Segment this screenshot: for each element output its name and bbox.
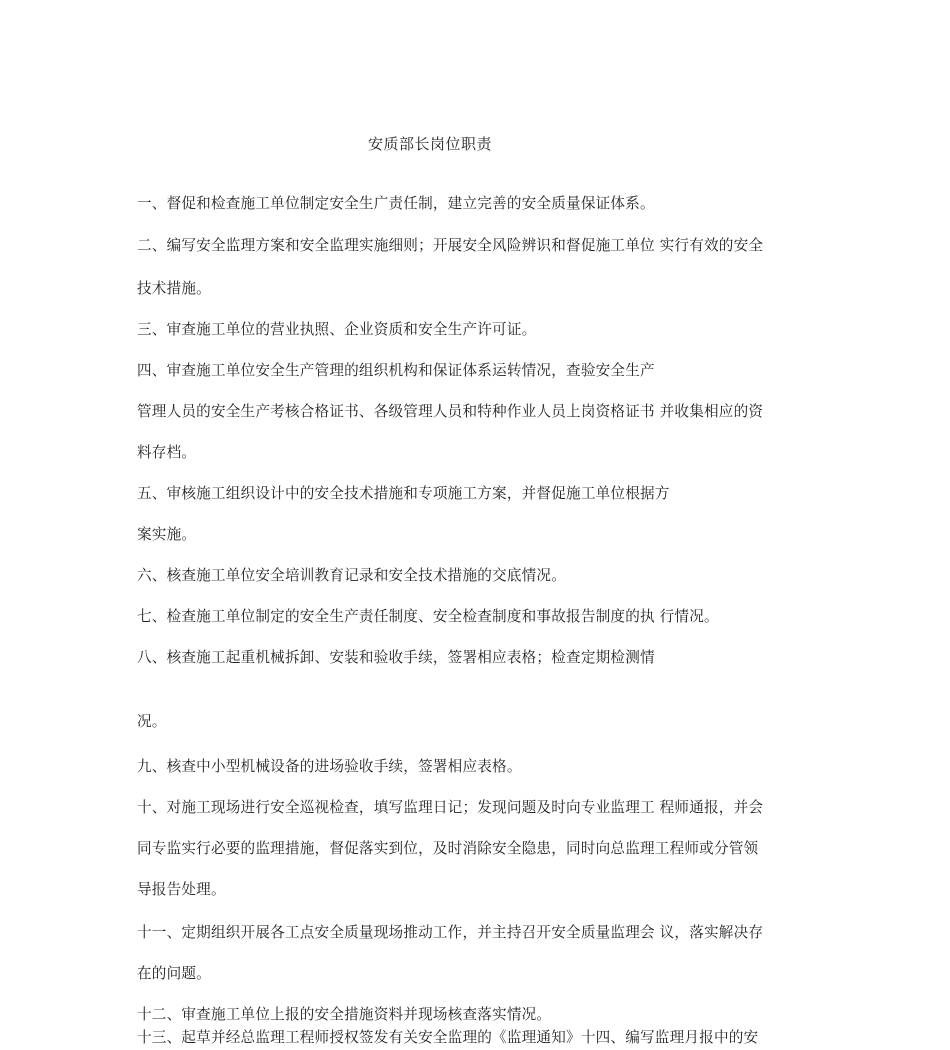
clause-4-cont-2: 料存档。 bbox=[137, 444, 197, 461]
clause-2: 二、编写安全监理方案和安全监理实施细则；开展安全风险辨识和督促施工单位 实行有效的安全 bbox=[137, 237, 764, 254]
clause-10-cont-2: 导报告处理。 bbox=[137, 881, 226, 898]
clause-5-cont: 案实施。 bbox=[137, 526, 197, 543]
clause-8-cont: 况。 bbox=[137, 713, 167, 730]
clause-10-cont-1: 同专监实行必要的监理措施，督促落实到位，及时消除安全隐患，同时向总监理工程师或分管领 bbox=[137, 840, 759, 857]
clause-5: 五、审核施工组织设计中的安全技术措施和专项施工方案，并督促施工单位根据方 bbox=[137, 485, 670, 502]
clause-9: 九、核查中小型机械设备的进场验收手续，签署相应表格。 bbox=[137, 758, 522, 775]
clause-6: 六、核查施工单位安全培训教育记录和安全技术措施的交底情况。 bbox=[137, 567, 567, 584]
document-title: 安质部长岗位职责 bbox=[368, 135, 493, 153]
clause-3: 三、审查施工单位的营业执照、企业资质和安全生产许可证。 bbox=[137, 321, 537, 338]
clause-8: 八、核查施工起重机械拆卸、安装和验收手续，签署相应表格；检查定期检测情 bbox=[137, 649, 655, 666]
clause-4: 四、审查施工单位安全生产管理的组织机构和保证体系运转情况，查验安全生产 bbox=[137, 362, 655, 379]
clause-12: 十二、审查施工单位上报的安全措施资料并现场核查落实情况。 bbox=[137, 1006, 552, 1023]
clause-1: 一、督促和检查施工单位制定安全生广责任制，建立完善的安全质量保证体系。 bbox=[137, 195, 655, 212]
clause-11: 十一、定期组织开展各工点安全质量现场推动工作，并主持召开安全质量监理会 议，落实解决存 bbox=[137, 924, 764, 941]
clause-7: 七、检查施工单位制定的安全生产责任制度、安全检查制度和事故报告制度的执 行情况。 bbox=[137, 608, 719, 625]
clause-11-cont: 在的问题。 bbox=[137, 965, 211, 982]
clause-2-cont: 技术措施。 bbox=[137, 280, 211, 297]
clause-13-14: 十三、起草并经总监理工程师授权签发有关安全监理的《监理通知》十四、编写监理月报中的安 bbox=[137, 1029, 759, 1046]
clause-10: 十、对施工现场进行安全巡视检查，填写监理日记；发现问题及时向专业监理工 程师通报，并会 bbox=[137, 799, 764, 816]
clause-4-cont-1: 管理人员的安全生产考核合格证书、各级管理人员和特种作业人员上岗资格证书 并收集相应的资 bbox=[137, 403, 764, 420]
